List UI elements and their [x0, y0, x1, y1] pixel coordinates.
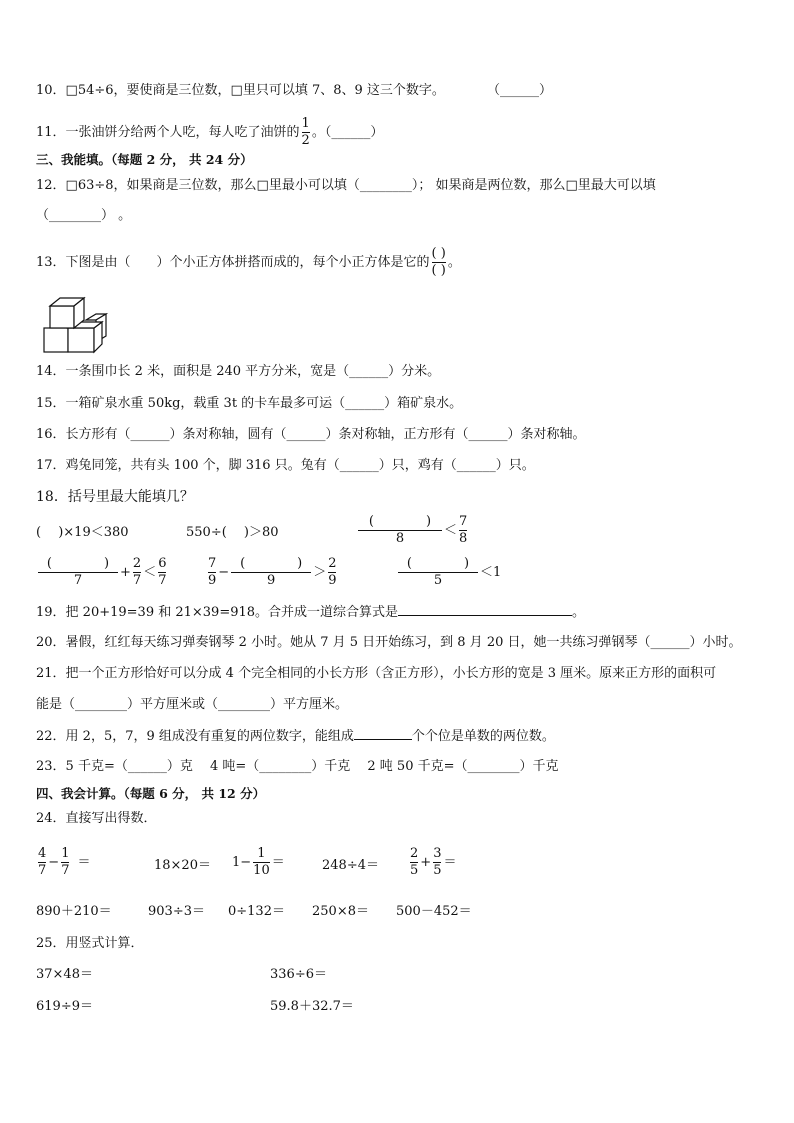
q18-item-b[interactable]: 550÷( )＞80 — [186, 525, 279, 540]
question-14: 14．一条围巾长 2 米，面积是 240 平方分米，宽是（______）分米。 — [36, 364, 441, 379]
section-3-heading: 三、我能填。（每题 2 分， 共 24 分） — [36, 152, 253, 167]
q22-text: 22．用 2，5，7，9 组成没有重复的两位数字，能组成 — [36, 729, 354, 744]
fraction-one-half: $\frac{1}{2}$ — [301, 116, 310, 148]
section-4-heading: 四、我会计算。（每题 6 分， 共 12 分） — [36, 786, 266, 801]
question-19 — [36, 603, 585, 622]
q13-fraction-blank[interactable]: $\frac{( )}{( )}$ — [431, 246, 446, 278]
q24-row2-item-1[interactable]: 890＋210＝ — [36, 904, 112, 919]
cube-front-top — [50, 306, 74, 328]
q19-text: 19．把 20+19=39 和 21×39=918。合并成一道综合算式是 — [36, 605, 399, 620]
q18-item-d[interactable]: $\frac{( )}{7}$ + $\frac{2}{7}$ ＜ $\frac{6}{7}$ — [36, 556, 168, 589]
q18-item-e[interactable]: $\frac{7}{9}$ − $\frac{( )}{9}$ ＞ $\frac{2}{9}$ — [208, 556, 337, 588]
q19-answer-blank[interactable] — [398, 603, 572, 616]
question-11 — [36, 116, 383, 149]
question-12-line-2[interactable]: （________） 。 — [36, 208, 132, 223]
question-10 — [36, 82, 552, 100]
cube-stack-figure — [42, 296, 108, 356]
q11-text: 11．一张油饼分给两个人吃，每人吃了油饼的 — [36, 125, 300, 140]
q24-item-3[interactable]: 1− $\frac{1}{10}$ ＝ — [232, 846, 285, 878]
question-17: 17．鸡兔同笼，共有头 100 个，脚 316 只。兔有（______）只，鸡有（______）只。 — [36, 458, 535, 473]
q22-tail: 个个位是单数的两位数。 — [411, 729, 555, 744]
q24-item-5[interactable]: $\frac{2}{5}$ + $\frac{3}{5}$ ＝ — [410, 846, 457, 878]
question-23: 23．5 千克=（______）克 4 吨=（________）千克 2 吨 50 千克=（________）千克 — [36, 759, 559, 774]
q13-text: 13．下图是由（ ）个小正方体拼搭而成的，每个小正方体是它的 — [36, 255, 430, 270]
question-24-title: 24．直接写出得数． — [36, 811, 157, 826]
q18-item-f[interactable]: $\frac{( )}{5}$ ＜1 — [396, 556, 501, 589]
q25-item-b[interactable]: 336÷6＝ — [270, 967, 327, 982]
q24-row2-item-5[interactable]: 500－452＝ — [396, 904, 472, 919]
question-16: 16．长方形有（______）条对称轴，圆有（______）条对称轴，正方形有（______）条对称轴。 — [36, 427, 586, 442]
q25-item-c[interactable]: 619÷9＝ — [36, 999, 93, 1014]
question-12-line-1: 12．□63÷8，如果商是三位数，那么□里最小可以填（________）； 如果商是两位数，那么□里最大可以填 — [36, 178, 656, 193]
q24-item-1[interactable]: $\frac{4}{7}$ − $\frac{1}{7}$ ＝ — [38, 846, 91, 878]
q24-item-4[interactable]: 248÷4＝ — [322, 858, 379, 873]
cube-front-bottom-left — [44, 328, 68, 352]
q24-row2-item-3[interactable]: 0÷132＝ — [228, 904, 285, 919]
q18-item-a[interactable]: ( )×19＜380 — [36, 525, 129, 540]
question-21-line-1: 21．把一个正方形恰好可以分成 4 个完全相同的小长方形（含正方形），小长方形的宽是 3 厘米。原来正方形的面积可 — [36, 666, 717, 681]
question-15: 15．一箱矿泉水重 50kg，载重 3t 的卡车最多可运（______）箱矿泉水。 — [36, 396, 463, 411]
q25-item-d[interactable]: 59.8＋32.7＝ — [270, 999, 354, 1014]
q24-row2-item-4[interactable]: 250×8＝ — [312, 904, 369, 919]
q24-row2-item-2[interactable]: 903÷3＝ — [148, 904, 205, 919]
q18-item-c[interactable]: $\frac{( )}{8}$ ＜ $\frac{7}{8}$ — [356, 514, 469, 547]
q11-answer[interactable]: 。（______） — [311, 125, 384, 140]
question-13 — [36, 246, 461, 279]
q22-answer-blank[interactable] — [354, 727, 412, 740]
q10-text: 10．□54÷6，要使商是三位数，□里只可以填 7、8、9 这三个数字。 — [36, 83, 445, 98]
q25-item-a[interactable]: 37×48＝ — [36, 967, 93, 982]
question-25-title: 25．用竖式计算． — [36, 936, 144, 951]
question-21-line-2[interactable]: 能是（________）平方厘米或（________）平方厘米。 — [36, 697, 349, 712]
question-22 — [36, 727, 555, 746]
q24-item-2[interactable]: 18×20＝ — [154, 858, 211, 873]
q10-answer[interactable]: （______） — [487, 83, 553, 98]
cube-front-bottom-middle — [68, 328, 94, 352]
question-18-title: 18．括号里最大能填几？ — [36, 489, 194, 505]
q19-tail: 。 — [572, 605, 586, 620]
q13-tail: 。 — [447, 255, 461, 270]
question-20: 20．暑假，红红每天练习弹奏钢琴 2 小时。她从 7 月 5 日开始练习，到 8 月 20 日，她一共练习弹钢琴（______）小时。 — [36, 635, 742, 650]
